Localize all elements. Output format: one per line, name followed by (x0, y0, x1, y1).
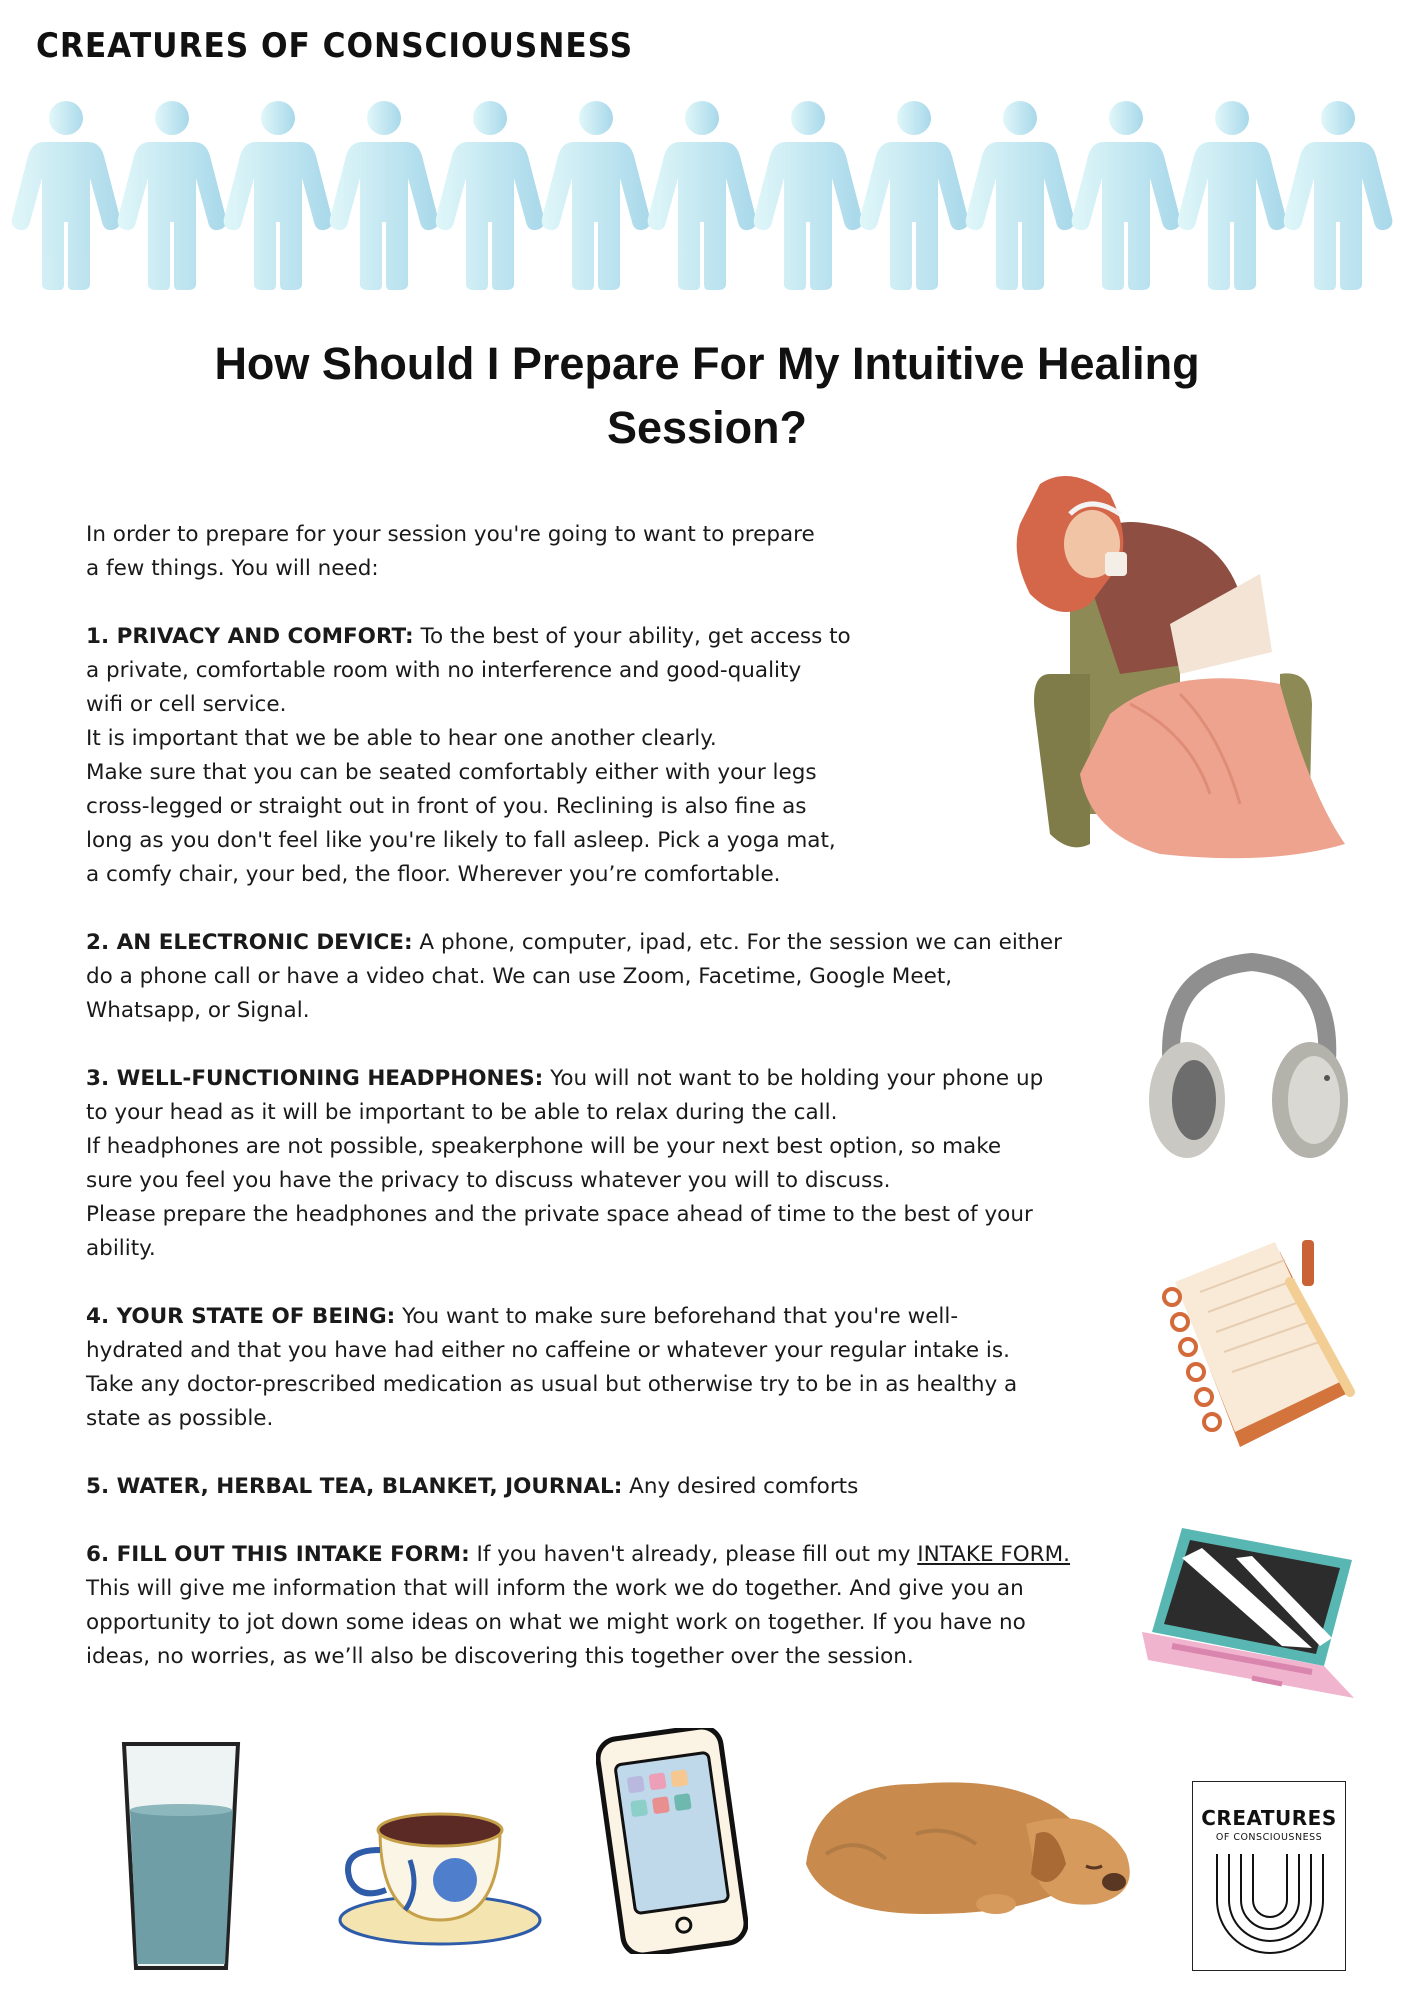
item-state-of-being (86, 1300, 1146, 1436)
item-line: cross-legged or straight out in front of you. Reclining is also fine as (86, 794, 807, 819)
page-title (130, 332, 1284, 460)
item-line: state as possible. (86, 1406, 274, 1431)
item-line: Please prepare the headphones and the private space ahead of time to the best of your (86, 1202, 1033, 1227)
item-line: to your head as it will be important to be able to relax during the call. (86, 1100, 838, 1125)
item-line: a private, comfortable room with no interference and good-quality (86, 658, 802, 683)
item-line: Make sure that you can be seated comfortably either with your legs (86, 760, 817, 785)
item-line: It is important that we be able to hear one another clearly. (86, 726, 717, 751)
item-line: This will give me information that will inform the work we do together. And give you an (86, 1576, 1024, 1601)
intro-line: a few things. You will need: (86, 556, 379, 581)
item-line: Take any doctor-prescribed medication as usual but otherwise try to be in as healthy a (86, 1372, 1018, 1397)
people-row-illustration (0, 100, 1414, 290)
item-line: If headphones are not possible, speakerphone will be your next best option, so make (86, 1134, 1002, 1159)
item-line: sure you feel you have the privacy to discuss whatever you will to discuss. (86, 1168, 891, 1193)
item-electronic-device (86, 926, 1146, 1028)
phone-illustration (596, 1728, 748, 1954)
page-title-line-2: Session? (606, 402, 808, 453)
item-headphones (86, 1062, 1146, 1266)
item-line: opportunity to jot down some ideas on what we might work on together. If you have no (86, 1610, 1026, 1635)
intro-line: In order to prepare for your session you're going to want to prepare (86, 522, 815, 547)
item-privacy-comfort (86, 620, 906, 892)
item-comforts (86, 1470, 1146, 1504)
item-line: do a phone call or have a video chat. We can use Zoom, Facetime, Google Meet, (86, 964, 953, 989)
item-heading: 1. PRIVACY AND COMFORT: (86, 624, 414, 649)
item-heading: 4. YOUR STATE OF BEING: (86, 1304, 396, 1329)
item-line: long as you don't feel like you're likely to fall asleep. Pick a yoga mat, (86, 828, 836, 853)
item-line: wifi or cell service. (86, 692, 287, 717)
people-group (12, 101, 1393, 290)
item-line: ideas, no worries, as we’ll also be discovering this together over the session. (86, 1644, 914, 1669)
item-heading: 2. AN ELECTRONIC DEVICE: (86, 930, 413, 955)
item-text: You want to make sure beforehand that you're well- (395, 1304, 959, 1329)
brand-wordmark: CREATURES OF CONSCIOUSNESS (36, 26, 634, 66)
item-text: To the best of your ability, get access to (413, 624, 851, 649)
sleeping-dog-illustration (796, 1764, 1146, 1924)
notebook-illustration (1150, 1232, 1360, 1452)
laptop-illustration (1142, 1528, 1358, 1706)
intake-form-link[interactable]: INTAKE FORM. (917, 1542, 1071, 1567)
item-line: a comfy chair, your bed, the floor. Wherever you’re comfortable. (86, 862, 781, 887)
logo-subtitle: OF CONSCIOUSNESS (1215, 1832, 1323, 1843)
water-glass-illustration (116, 1738, 246, 1978)
intro-paragraph (86, 518, 906, 586)
page-title-line-1: How Should I Prepare For My Intuitive Healing (214, 338, 1200, 389)
item-line: ability. (86, 1236, 156, 1261)
item-text: You will not want to be holding your phone up (543, 1066, 1044, 1091)
logo-arches-icon (1213, 1854, 1327, 1958)
instructions-body (86, 518, 1146, 1708)
item-text: A phone, computer, ipad, etc. For the session we can either (412, 930, 1062, 955)
item-text: Any desired comforts (622, 1474, 859, 1499)
item-heading: 5. WATER, HERBAL TEA, BLANKET, JOURNAL: (86, 1474, 623, 1499)
item-line: hydrated and that you have had either no caffeine or whatever your regular intake is. (86, 1338, 1010, 1363)
logo-title: CREATURES (1201, 1806, 1337, 1830)
item-heading: 6. FILL OUT THIS INTAKE FORM: (86, 1542, 470, 1567)
brand-logo (1192, 1781, 1346, 1971)
headphones-illustration (1142, 950, 1352, 1164)
item-line: Whatsapp, or Signal. (86, 998, 310, 1023)
item-heading: 3. WELL-FUNCTIONING HEADPHONES: (86, 1066, 544, 1091)
woman-armchair-illustration (1010, 474, 1370, 866)
item-text: If you haven't already, please fill out my (469, 1542, 918, 1567)
teacup-illustration (330, 1790, 542, 1950)
item-intake-form (86, 1538, 1146, 1674)
